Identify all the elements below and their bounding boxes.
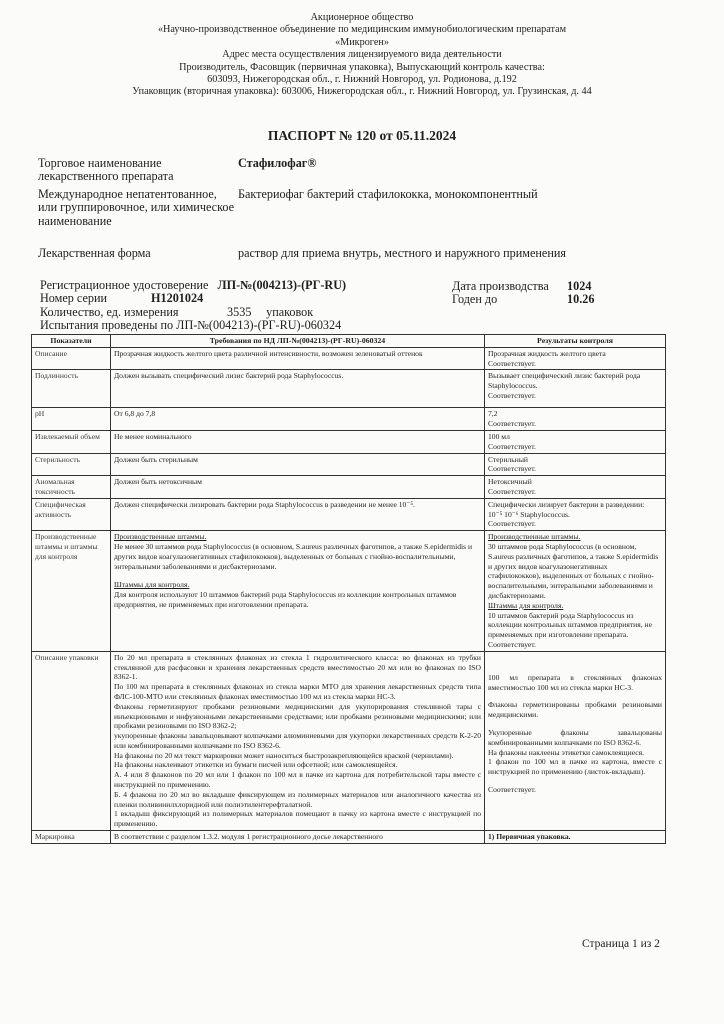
result-cell: 1) Первичная упаковка.: [485, 831, 666, 844]
series-value: Н1201024: [151, 291, 204, 305]
req-pack-labels: На флаконы наклеивают этикетки из бумаги писчей или офсетной; или самоклеящейся.: [114, 760, 398, 770]
trade-name-label: Торговое наименование лекарственного препарата: [38, 156, 174, 184]
table-header-row: [32, 335, 666, 348]
res-pack-flasks: 100 мл препарата в стеклянных флаконах вместимостью 100 мл из стекла марки НС-3.: [488, 672, 662, 692]
result-conformity: Соответствует.: [488, 419, 536, 429]
expiry-label: Годен до: [452, 292, 498, 306]
header-org-name: «Научно-производственное объединение по медицинским иммунобиологическим препаратам: [157, 24, 567, 36]
form-value: раствор для приема внутрь, местного и наружного применения: [238, 246, 566, 260]
req-pack-100ml: По 100 мл препарата в стеклянных флаконах из стекла марки МТО для хранения лекарственных средств типа ФЛС-100-МТО или стеклянных флаконах вместимостью 100 мл из стекла марки НС-3.: [114, 682, 481, 701]
requirement-cell: В соответствии с разделом 1.3.2. модуля 1 регистрационного досье лекарственного: [111, 831, 485, 844]
trade-name-value: Стафилофаг®: [238, 156, 317, 170]
result-value: Прозрачная жидкость желтого цвета: [488, 348, 606, 358]
table-row-strains: [32, 531, 666, 652]
quality-control-table: [31, 334, 666, 844]
req-pack-option-b: Б. 4 флакона по 20 мл во вкладыше фиксирующем из полимерных материалов или аналогичного качества из пленки поливинилхлоридной или полиэтилентерефталатной.: [114, 789, 481, 809]
req-pack-ink: На флаконы по 20 мл текст маркировки может наноситься быстрозакрепляющейся краской (чернилами).: [114, 750, 454, 760]
document-header: [0, 12, 724, 99]
qty-unit: упаковок: [266, 305, 314, 319]
requirement-cell: Должен быть нетоксичным: [111, 476, 485, 499]
res-pack-carton: 1 флакон по 100 мл в пачке из картона, вместе с инструкцией по применению (листок-вкладыш).: [488, 757, 662, 777]
param-cell: Описание: [32, 347, 111, 370]
result-cell: [485, 347, 666, 370]
table-row-identity: [32, 370, 666, 408]
result-conformity: Соответствует.: [488, 464, 536, 474]
table-row-packaging: [32, 651, 666, 830]
table-row-ph: [32, 408, 666, 431]
res-pack-labels: На флаконы наклеены этикетки самоклеящиеся.: [488, 747, 645, 757]
res-heading-production: Производственные штаммы.: [488, 532, 581, 542]
result-value: Вызывает специфический лизис бактерий рода Staphylococcus.: [488, 371, 641, 391]
result-dilution: 10⁻⁵ 10⁻⁶ Staphylococcus.: [488, 509, 570, 519]
result-value: 7,2: [488, 409, 498, 419]
result-cell: [485, 476, 666, 499]
req-pack-option-a: А. 4 или 8 флаконов по 20 мл или 1 флакон по 100 мл в пачке из картона для потребительской тары вместе с инструкцией по применению.: [114, 770, 481, 790]
table-row-toxicity: [32, 476, 666, 499]
tests-row: [40, 319, 341, 332]
page-number: Страница 1 из 2: [582, 938, 660, 950]
table-row-activity: [32, 498, 666, 530]
requirement-cell: [111, 651, 485, 830]
prod-date-label: Дата производства: [452, 279, 549, 293]
req-heading-control: Штаммы для контроля.: [114, 580, 190, 590]
trade-name-row: [38, 157, 688, 187]
requirement-cell: От 6,8 до 7,8: [111, 408, 485, 431]
passport-title: ПАСПОРТ № 120 от 05.11.2024: [267, 128, 457, 143]
result-conformity: Соответствует.: [488, 441, 536, 451]
table-row-sterility: [32, 453, 666, 476]
param-cell: Маркировка: [32, 831, 111, 844]
tests-label: Испытания проведены по ЛП-№(004213)-(РГ-RU)-060324: [40, 318, 342, 332]
param-cell: pH: [32, 408, 111, 431]
inn-value: Бактериофаг бактерий стафилококка, монокомпонентный: [238, 187, 538, 201]
requirement-cell: Должен вызывать специфический лизис бактерий рода Staphylococcus.: [111, 370, 485, 408]
header-manufacturer-address: 603093, Нижегородская обл., г. Нижний Новгород, ул. Родионова, д.192: [207, 74, 517, 86]
result-conformity: Соответствует.: [488, 390, 536, 400]
req-pack-caps: укупоренные флаконы завальцовывают колпачками алюминиевыми для укупорки лекарственных средств К-2-20 или комбинированными колпачками по ISO 8362-6.: [114, 731, 481, 750]
result-cell: [485, 408, 666, 431]
res-control-strains: 10 штаммов бактерий рода Staphylococcus из коллекции контрольных штаммов предприятия, не применяемых при изготовлении препарата.: [488, 610, 652, 640]
table-row-description: [32, 347, 666, 370]
series-row: [40, 292, 203, 305]
requirement-cell: [111, 531, 485, 652]
result-value: Специфически лизирует бактерии в разведении:: [488, 499, 645, 509]
result-cell: [485, 430, 666, 453]
req-pack-stoppers: Флаконы герметизируют пробками резиновыми медицинскими для укупорирования стеклянной тары с инъекционными и инфузионными лекарственными средствами; или пробками резиновыми медицинскими; или пробками резиновыми по ISO 8362-2;: [114, 701, 481, 731]
param-cell: Стерильность: [32, 453, 111, 476]
requirement-cell: Прозрачная жидкость желтого цвета различной интенсивности, возможен зеленоватый оттенок: [111, 347, 485, 370]
result-value: Стерильный: [488, 454, 528, 464]
header-manufacturer: Производитель, Фасовщик (первичная упаковка), Выпускающий контроль качества:: [179, 61, 545, 73]
res-pack-stoppers: Флаконы герметизированы пробками резиновыми медицинскими.: [488, 700, 662, 720]
res-pack-caps: Укупоренные флаконы завальцованы комбинированными колпачками по ISO 8362-6.: [488, 727, 662, 747]
param-cell: Описание упаковки: [32, 651, 111, 830]
req-pack-insert: 1 вкладыш фиксирующий из полимерных материалов помещают в пачку из картона вместе с инструкцией по применению.: [114, 809, 481, 829]
expiry-date: [452, 292, 594, 307]
expiry-value: 10.26: [567, 292, 595, 306]
req-control-strains: Для контроля используют 10 штаммов бактерий рода Staphylococcus из коллекции контрольных штаммов предприятия, не применяемых при изготовлении препарата.: [114, 590, 457, 609]
qty-value: 3535: [227, 305, 252, 319]
result-cell: [485, 531, 666, 652]
reg-cert-label: Регистрационное удостоверение: [40, 278, 209, 292]
form-row: [38, 247, 688, 263]
result-conformity: Соответствует.: [488, 784, 536, 794]
col-header-parameter: Показатели: [32, 335, 111, 348]
inn-label: Международное непатентованное, или группировочное, или химическое наименование: [38, 187, 235, 228]
requirement-cell: Должен быть стерильным: [111, 453, 485, 476]
param-cell: Специфическая активность: [32, 498, 111, 530]
res-production-strains: 30 штаммов рода Staphylococcus (в основном, S.aureus различных фаготипов, а также S.epidermidis и других видов коагулазонегативных стафилококков), выделенных от больных с гнойно-воспалительными, энтеральными заболеваниями и дисбактериозами.: [488, 541, 659, 600]
form-label: Лекарственная форма: [38, 246, 151, 260]
req-pack-20ml: По 20 мл препарата в стеклянных флаконах из стекла 1 гидролитического класса: во флаконах из трубки стеклянной для расфасовки и хранения лекарственных средств вместимостью 20 мл или во флаконах по ISO 8362-1.: [114, 652, 481, 682]
header-org-short: «Микроген»: [335, 36, 389, 48]
param-cell: Подлинность: [32, 370, 111, 408]
result-value: 100 мл: [488, 431, 510, 441]
res-heading-control: Штаммы для контроля.: [488, 600, 564, 610]
header-org-type: Акционерное общество: [310, 12, 414, 23]
col-header-results: Результаты контроля: [485, 335, 666, 348]
series-label: Номер серии: [40, 291, 108, 305]
result-cell: [485, 651, 666, 830]
result-conformity: Соответствует.: [488, 358, 536, 368]
param-cell: Производственные штаммы и штаммы для контроля: [32, 531, 111, 652]
result-cell: [485, 370, 666, 408]
result-cell: [485, 453, 666, 476]
req-production-strains: Не менее 30 штаммов рода Staphylococcus (в основном, S.aureus различных фаготипов, а также S.epidermidis и других видов коагулазонегативных стафилококков), выделенных от больных с гнойно-воспалительными, энтеральными заболеваниями и дисбактериозами.: [114, 541, 473, 571]
result-value: Нетоксичный: [488, 477, 532, 487]
result-conformity: Соответствует.: [488, 486, 536, 496]
requirement-cell: Не менее номинального: [111, 430, 485, 453]
reg-cert-value: ЛП-№(004213)-(РГ-RU): [217, 278, 347, 292]
requirement-cell: Должен специфически лизировать бактерии рода Staphylococcus в разведении не менее 10⁻⁵.: [111, 498, 485, 530]
param-cell: Извлекаемый объем: [32, 430, 111, 453]
prod-date-value: 1024: [567, 279, 592, 293]
table-row-marking: [32, 831, 666, 844]
req-heading-production: Производственные штаммы.: [114, 532, 207, 542]
header-packer: Упаковщик (вторичная упаковка): 603006, Нижегородская обл., г. Нижний Новгород, ул. Грузинская, д. 44: [132, 86, 592, 98]
result-conformity: Соответствует.: [488, 639, 536, 649]
inn-row: [38, 188, 688, 244]
table-row-volume: [32, 430, 666, 453]
result-conformity: Соответствует.: [488, 519, 536, 529]
qty-label: Количество, ед. измерения: [40, 305, 179, 319]
result-cell: [485, 498, 666, 530]
param-cell: Аномальная токсичность: [32, 476, 111, 499]
col-header-requirements: Требования по НД ЛП-№(004213)-(РГ-RU)-060324: [111, 335, 485, 348]
header-address-title: Адрес места осуществления лицензируемого вида деятельности: [222, 49, 502, 61]
